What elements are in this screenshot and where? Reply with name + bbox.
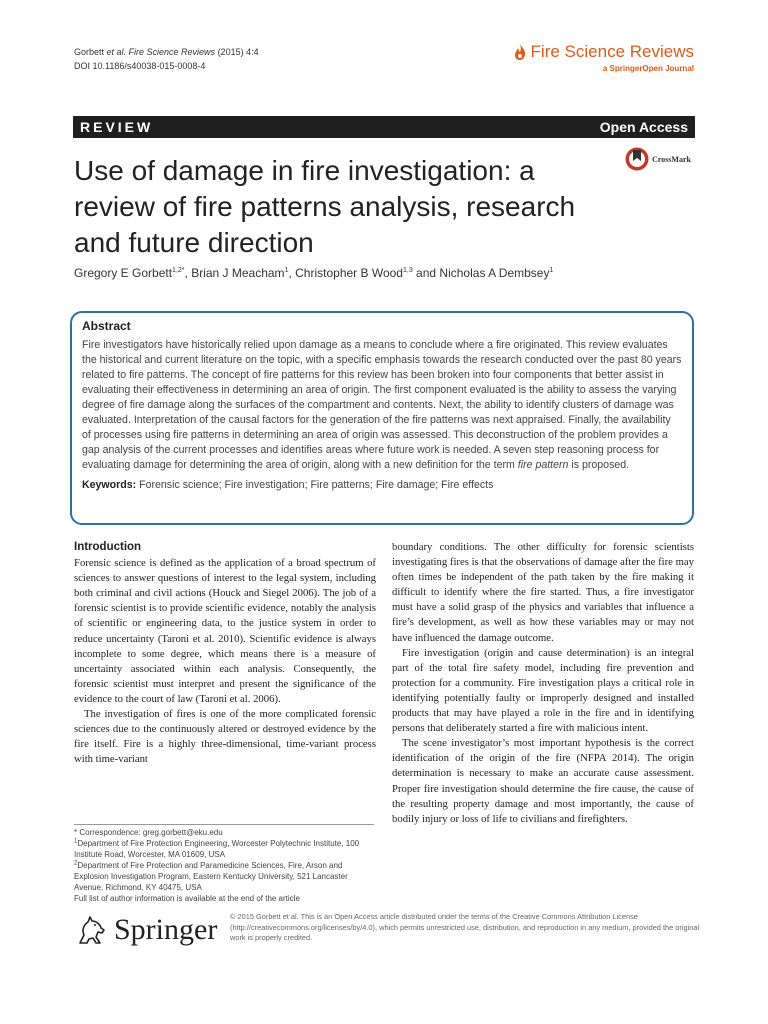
author-separator: , <box>184 266 192 280</box>
journal-title <box>514 42 694 62</box>
section-label: REVIEW <box>80 119 154 135</box>
journal-subtitle: a SpringerOpen Journal <box>602 64 694 73</box>
abstract-term-italic: fire pattern <box>517 459 569 471</box>
body-paragraph: The scene investigator’s most important hypothesis is the correct identification of the origin of the fire (NFPA 2014). The origin determination is necessary to make an accurate cause assessment. Proper fire investigation should determine the fire cause, the cause of the resulting property damage and most importantly, the cause of bodily injury or loss of life to civilians and firefighters. <box>392 737 694 825</box>
citation-journal: Fire Science Reviews <box>126 47 216 57</box>
abstract-heading: Abstract <box>82 319 131 333</box>
keywords-label: Keywords: <box>82 479 137 491</box>
footnotes <box>74 824 374 904</box>
keywords-list: Forensic science; Fire investigation; Fire patterns; Fire damage; Fire effects <box>139 479 494 491</box>
license-text: © 2015 Gorbett et al. This is an Open Access article distributed under the terms of the Creative Commons Attribution License (http://creativecommons.org/licenses/by/4.0), which permits unrestricted use, distribution, and reproduction in any medium, provided the original work is properly credited. <box>230 912 700 942</box>
author-affiliation-sup: 1 <box>284 267 289 274</box>
crossmark-label: CrossMark <box>652 154 691 164</box>
author-name[interactable]: Nicholas A Dembsey <box>439 266 550 280</box>
journal-name: Fire Science Reviews <box>530 42 694 61</box>
body-paragraph: Fire investigation (origin and cause determination) is an integral part of the total fire safety model, including fire prevention and protection for a community. Fire investigation plays a critical role in identifying potentially faulty or improperly designed and installed products that may have played a role in the fire and in identifying persons that deliberately started a fire with malicious intent. <box>392 646 694 735</box>
flame-icon <box>514 44 526 60</box>
citation-authors: Gorbett <box>74 47 107 57</box>
affiliation-2 <box>74 860 374 893</box>
author-list <box>74 266 553 280</box>
author-affiliation-sup: 1,3 <box>402 267 413 274</box>
article-title: Use of damage in fire investigation: a review of fire patterns analysis, research and future direction <box>74 155 576 258</box>
section-bar <box>73 116 695 138</box>
abstract-box <box>70 311 694 525</box>
body-column-right <box>392 540 694 827</box>
body-paragraph: boundary conditions. The other difficulty for forensic scientists investigating fires is that the observations of damage after the fire may often times be independent of the path taken by the fire making it difficult to identify where the fire started. Thus, a fire investigator must have a solid grasp of the physics and variables that influence a fire’s development, as well as how these variables may or may not have influenced the damage outcome. <box>392 541 694 644</box>
author-separator: , <box>288 266 296 280</box>
abstract-text-end: is proposed. <box>568 459 630 471</box>
affiliation-text: Department of Fire Protection and Paramedicine Sciences, Fire, Arson and Explosion Investigation Program, Eastern Kentucky University, 521 Lancaster Avenue, Richmond, KY 40475, USA <box>74 861 348 892</box>
abstract-text <box>82 338 682 473</box>
horse-icon <box>74 913 108 947</box>
open-access-label[interactable]: Open Access <box>599 119 688 135</box>
publisher-name: Springer <box>114 913 218 946</box>
citation-header <box>74 45 259 73</box>
keywords <box>82 478 682 493</box>
body-paragraph: Forensic science is defined as the application of a broad spectrum of sciences to answer questions of interest to the legal system, including both criminal and civil actions (Houck and Siegel 2006). The job of a forensic scientist is to provide scientific evidence, notably the analysis of scientific or engineering data, to the justice system in order to reduce uncertainty (Taroni et al. 2010). Scientific evidence is always incomplete to some degree, which means there is a measure of uncertainty associated within each analysis. Consequently, the forensic scientist must interpret and present the significance of the evidence to the court of law (Taroni et al. 2006). <box>74 557 376 705</box>
citation-year: (2015) 4:4 <box>215 47 259 57</box>
affiliation-sup: 2 <box>74 860 78 867</box>
author-name[interactable]: Gregory E Gorbett <box>74 266 173 280</box>
author-separator: and <box>412 266 440 280</box>
crossmark-badge[interactable] <box>625 147 691 171</box>
affiliation-sup: 1 <box>74 838 78 845</box>
correspondence-note[interactable]: * Correspondence: greg.gorbett@eku.edu <box>74 828 223 837</box>
abstract-text-main: Fire investigators have historically relied upon damage as a means to conclude where a fire originated. This review evaluates the historical and current literature on the topic, with a specific emphasis towards the research conducted over the past 80 years related to fire patterns. The concept of fire patterns for this review has been broken into four components that better assist in evaluating their effectiveness in determining an area of origin. The first component evaluated is the ability to assess the varying degree of fire damage along the surfaces of the compartment and contents. Next, the ability to identify clusters of damage was evaluated. Interpretation of the causal factors for the generation of the fire patterns was next appraised. Finally, the availability of processes using fire patterns in determining an area of origin was assessed. This deconstruction of the problem provides a gap analysis of the current processes and identifies areas where future work is needed. A seven step reasoning process for evaluating damage for determining the area of origin, along with a new definition for the term <box>82 339 682 471</box>
citation-etal: et al. <box>106 47 127 57</box>
doi-line[interactable]: DOI 10.1186/s40038-015-0008-4 <box>74 61 206 71</box>
crossmark-icon <box>625 147 649 171</box>
author-affiliation-sup: 1 <box>549 267 554 274</box>
affiliation-1 <box>74 838 374 860</box>
author-affiliation-sup: 1,2* <box>172 267 185 274</box>
journal-brand[interactable] <box>514 42 694 73</box>
section-heading-introduction: Introduction <box>74 541 142 553</box>
author-info-note: Full list of author information is available at the end of the article <box>74 894 300 903</box>
citation-line <box>74 45 259 59</box>
affiliation-text: Department of Fire Protection Engineering, Worcester Polytechnic Institute, 100 Institute Road, Worcester, MA 01609, USA <box>74 839 360 859</box>
author-name[interactable]: Christopher B Wood <box>295 266 403 280</box>
body-paragraph: The investigation of fires is one of the more complicated forensic sciences due to the continuously altered or destroyed evidence by the fire itself. Fire is a highly three-dimensional, time-variant process with time-variant <box>74 708 376 766</box>
body-column-left <box>74 540 376 767</box>
author-name[interactable]: Brian J Meacham <box>191 266 285 280</box>
springer-logo[interactable] <box>74 913 217 947</box>
